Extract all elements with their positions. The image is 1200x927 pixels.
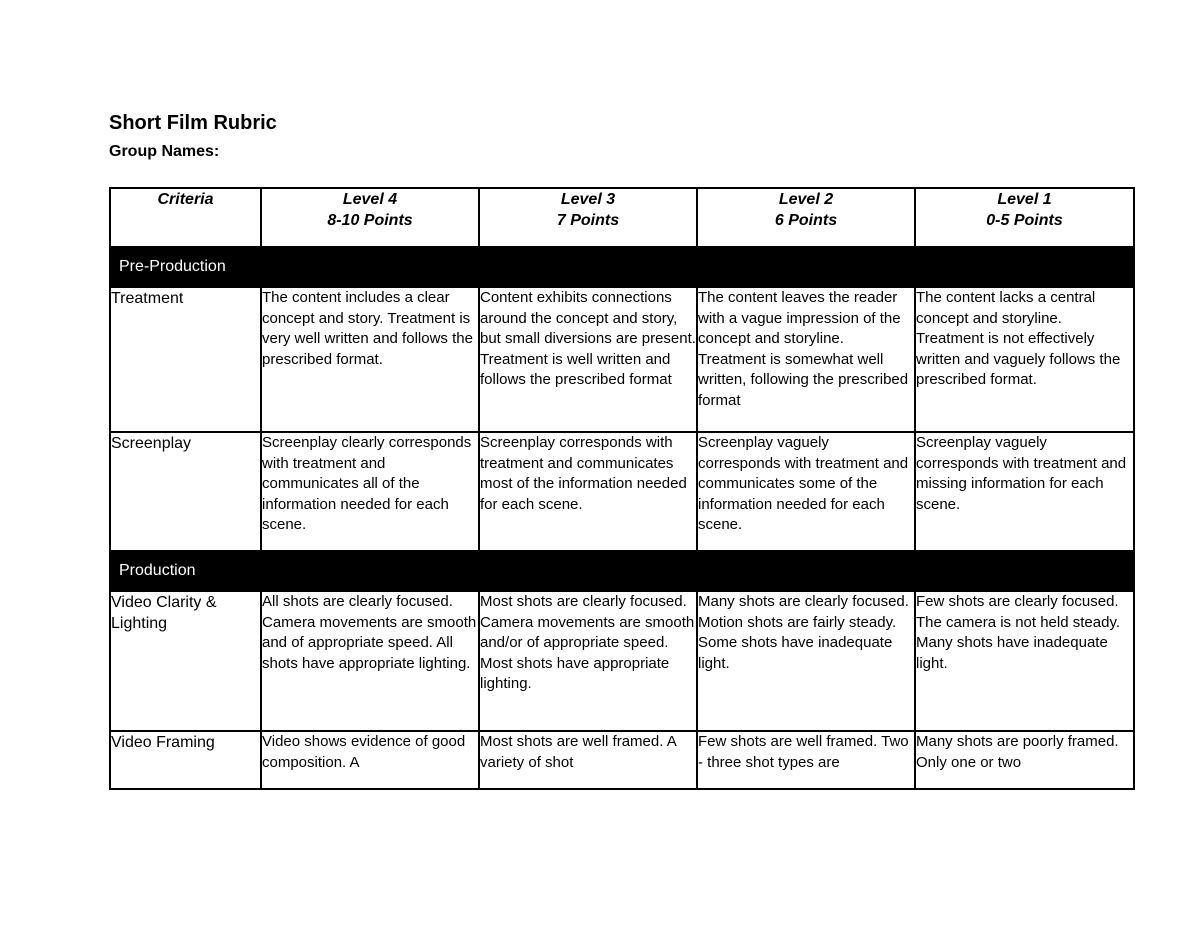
level-2-cell: Few shots are well framed. Two - three shot types are — [697, 731, 915, 789]
header-criteria-label: Criteria — [157, 191, 214, 208]
header-level-4-points: 8-10 Points — [327, 212, 413, 229]
header-level-3-points: 7 Points — [556, 212, 620, 229]
criteria-cell: Video Framing — [110, 731, 261, 789]
header-level-2-points: 6 Points — [774, 212, 838, 229]
level-2-cell: Screenplay vaguely corresponds with treatment and communicates some of the information needed for each scene. — [697, 432, 915, 551]
table-row — [110, 432, 1134, 551]
table-row — [110, 591, 1134, 731]
header-level-4-label: Level 4 — [342, 191, 398, 208]
page-title: Short Film Rubric — [109, 112, 277, 134]
header-criteria — [110, 188, 261, 247]
level-3-cell: Most shots are clearly focused. Camera movements are smooth and/or of appropriate speed. Most shots have appropriate lighting. — [479, 591, 697, 731]
criteria-cell: Video Clarity & Lighting — [110, 591, 261, 731]
criteria-cell: Treatment — [110, 287, 261, 432]
level-3-cell: Screenplay corresponds with treatment and communicates most of the information needed for each scene. — [479, 432, 697, 551]
level-4-cell: Screenplay clearly corresponds with treatment and communicates all of the information needed for each scene. — [261, 432, 479, 551]
header-level-3 — [479, 188, 697, 247]
criteria-cell: Screenplay — [110, 432, 261, 551]
level-1-cell: Many shots are poorly framed. Only one or two — [915, 731, 1134, 789]
header-level-1-points: 0-5 Points — [986, 212, 1063, 229]
header-level-1-label: Level 1 — [997, 191, 1052, 208]
header-level-4 — [261, 188, 479, 247]
rubric-table — [109, 187, 1135, 790]
level-1-cell: Few shots are clearly focused. The camera is not held steady. Many shots have inadequate light. — [915, 591, 1134, 731]
level-1-cell: Screenplay vaguely corresponds with treatment and missing information for each scene. — [915, 432, 1134, 551]
level-4-cell: Video shows evidence of good composition. A — [261, 731, 479, 789]
header-level-2-label: Level 2 — [778, 191, 834, 208]
level-3-cell: Content exhibits connections around the concept and story, but small diversions are present. Treatment is well written and follows the prescribed format — [479, 287, 697, 432]
header-level-1 — [915, 188, 1134, 247]
section-label: Pre-Production — [110, 247, 1134, 287]
table-row — [110, 731, 1134, 789]
section-label: Production — [110, 551, 1134, 591]
header-level-2 — [697, 188, 915, 247]
table-row — [110, 287, 1134, 432]
level-4-cell: The content includes a clear concept and story. Treatment is very well written and follows the prescribed format. — [261, 287, 479, 432]
level-3-cell: Most shots are well framed. A variety of shot — [479, 731, 697, 789]
section-row-production — [110, 551, 1134, 591]
level-1-cell: The content lacks a central concept and storyline. Treatment is not effectively written and vaguely follows the prescribed format. — [915, 287, 1134, 432]
group-names-label: Group Names: — [109, 143, 220, 160]
header-row — [110, 188, 1134, 247]
section-row-pre-production — [110, 247, 1134, 287]
header-level-3-label: Level 3 — [560, 191, 616, 208]
level-2-cell: The content leaves the reader with a vague impression of the concept and storyline. Treatment is somewhat well written, following the prescribed format — [697, 287, 915, 432]
level-2-cell: Many shots are clearly focused. Motion shots are fairly steady. Some shots have inadequate light. — [697, 591, 915, 731]
level-4-cell: All shots are clearly focused. Camera movements are smooth and of appropriate speed. All shots have appropriate lighting. — [261, 591, 479, 731]
